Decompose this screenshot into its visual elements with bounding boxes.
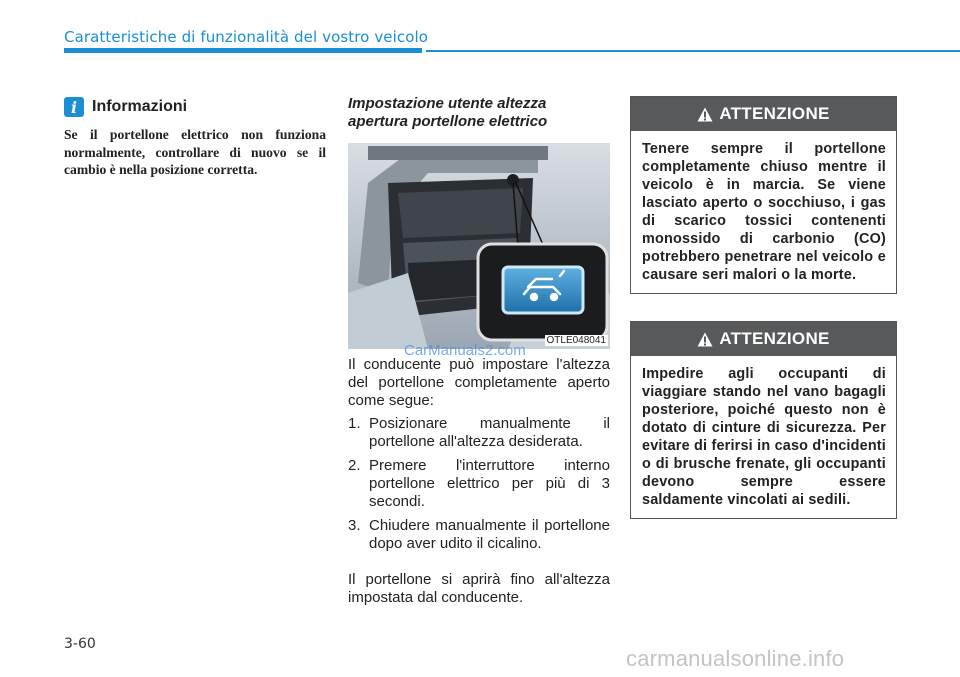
section-title-line-2: apertura portellone elettrico xyxy=(348,113,548,130)
intro-paragraph: Il conducente può impostare l'altezza del portellone completamente aperto come segue: xyxy=(348,356,610,409)
step-number: 1. xyxy=(348,415,361,432)
tailgate-illustration xyxy=(348,143,610,349)
warning-box-occupants xyxy=(630,321,897,519)
header-title: Caratteristiche di funzionalità del vostro veicolo xyxy=(64,28,429,46)
step-item xyxy=(348,517,610,553)
step-number: 2. xyxy=(348,457,361,474)
closing-paragraph: Il portellone si aprirà fino all'altezza impostata dal conducente. xyxy=(348,571,610,606)
section-body xyxy=(348,356,610,607)
info-body: Se il portellone elettrico non funziona normalmente, controllare di nuovo se il cambio è nella posizione corretta. xyxy=(64,127,326,177)
watermark: CarManuals2.com xyxy=(404,342,526,359)
warning-title: ATTENZIONE xyxy=(719,104,830,123)
image-code: OTLE048041 xyxy=(546,335,606,346)
header-rule-thin xyxy=(426,50,960,52)
warning-triangle-icon xyxy=(697,107,713,122)
warning-title: ATTENZIONE xyxy=(719,329,830,348)
info-heading xyxy=(64,97,187,117)
warning-text: Tenere sempre il portellone completamente chiuso mentre il veicolo è in marcia. Se viene lasciato aperto o socchiuso, i gas di scarico tossici contenenti monossido di carbonio (CO) potrebbero penetrare nel veicolo e causare seri malori o la morte. xyxy=(642,141,886,283)
warning-triangle-icon xyxy=(697,332,713,347)
page-number: 3-60 xyxy=(64,636,96,652)
site-watermark: carmanualsonline.info xyxy=(626,646,845,671)
step-number: 3. xyxy=(348,517,361,534)
info-title: Informazioni xyxy=(92,98,188,115)
warning-text: Impedire agli occupanti di viaggiare stando nel vano bagagli posteriore, poiché questo non è dotato di cinture di sicurezza. Per evitare di ferirsi in caso d'incidenti o di brusche frenate, gli occupanti devono sempre essere saldamente vincolati ai sedili. xyxy=(642,366,886,508)
step-text: Posizionare manualmente il portellone all'altezza desiderata. xyxy=(369,415,610,450)
section-title-line-1: Impostazione utente altezza xyxy=(348,95,547,112)
warning-header xyxy=(631,97,896,131)
step-text: Premere l'interruttore interno portellone elettrico per più di 3 secondi. xyxy=(369,457,610,510)
info-icon: i xyxy=(64,97,84,117)
header-rule-thick xyxy=(64,48,422,53)
step-item xyxy=(348,457,610,511)
step-item xyxy=(348,415,610,451)
warning-box-exhaust xyxy=(630,96,897,294)
warning-header xyxy=(631,322,896,356)
section-title xyxy=(348,95,618,131)
step-text: Chiudere manualmente il portellone dopo aver udito il cicalino. xyxy=(369,517,610,552)
steps-list xyxy=(348,415,610,553)
